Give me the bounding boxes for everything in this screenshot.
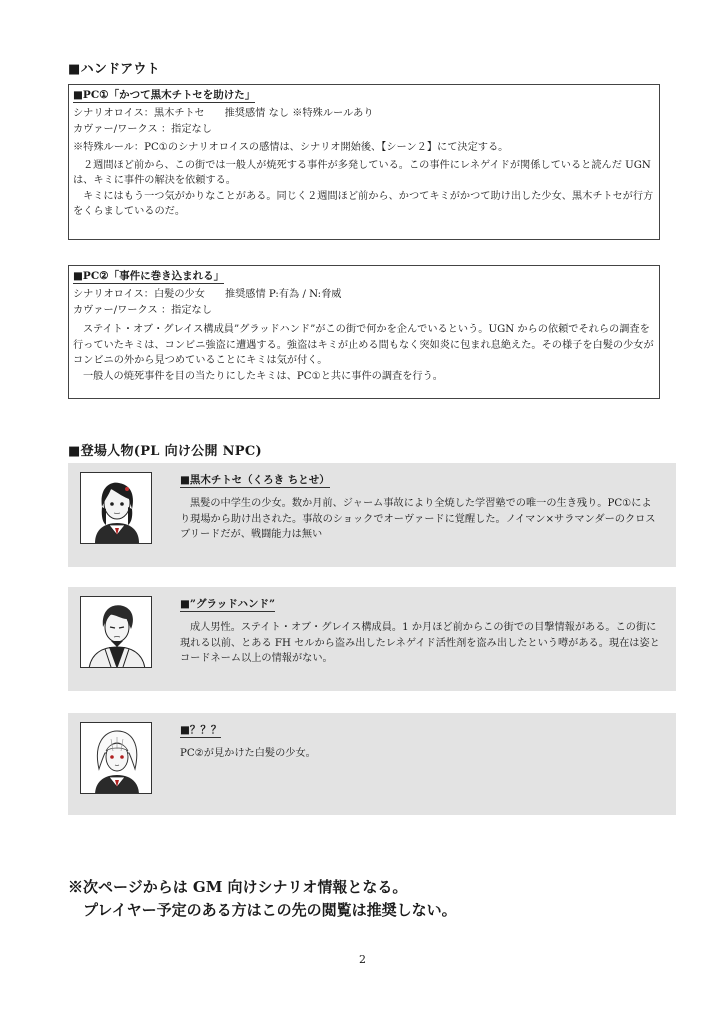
pc2-emotion: 推奨感情 P:有為 / N:脅威 xyxy=(224,289,342,300)
gm-warning xyxy=(68,876,457,922)
npc-card-gladhand xyxy=(68,587,676,691)
pc1-body-1: ２週間ほど前から、この街では一般人が焼死する事件が多発している。この事件にレネゲイドが関係していると読んだ UGN は、キミに事件の解決を依頼する。 xyxy=(73,159,651,186)
pc1-body-2: キミにはもう一つ気がかりなことがある。同じく２週間ほど前から、かつてキミがかつて助け出した少女、黒木チトセが行方をくらましているのだ。 xyxy=(73,190,654,217)
npc-card-kuroki xyxy=(68,463,676,567)
pc2-body-1: ステイト・オブ・グレイス構成員”グラッドハンド”がこの街で何かを企んでいるという。UGN からの依頼でそれらの調査を行っていたキミは、コンビニ強盗に遭遇する。強盗はキミが止める間もなく突如炎に包まれ息絶えた。その様子を白髪の少女がコンビニの外から見つめていることにキミは気が付く。 xyxy=(73,324,654,366)
npc-card-unknown xyxy=(68,713,676,815)
npc-desc-unknown: PC②が見かけた白髪の少女。 xyxy=(180,748,316,759)
npc-name-unknown: ■？？？ xyxy=(180,724,222,736)
pc1-lois: シナリオロイス：黒木チトセ xyxy=(73,108,205,119)
pc1-lois-row xyxy=(73,106,655,122)
npc-portrait-unknown xyxy=(80,722,152,794)
npc-desc-kuroki: 黒髪の中学生の少女。数か月前、ジャーム事故により全焼した学習塾での唯一の生き残り。PC①により現場から助け出された。事故のショックでオーヴァードに覚醒した。ノイマン×サラマンダーのクロスブリードだが、戦闘能力は無い xyxy=(180,498,656,540)
npc-desc-gladhand: 成人男性。ステイト・オブ・グレイス構成員。1 か月ほど前からこの街での目撃情報がある。この街に現れる以前、とある FH セルから盗み出したレネゲイド活性剤を盗み出したという噂がある。現在は姿とコードネーム以上の情報がない。 xyxy=(180,622,660,664)
npc-name-gladhand: ■”グラッドハンド” xyxy=(180,598,276,610)
pc2-lois: シナリオロイス：白髪の少女 xyxy=(73,289,205,300)
npc-portrait-gladhand xyxy=(80,596,152,668)
pc2-body-2: 一般人の焼死事件を目の当たりにしたキミは、PC①と共に事件の調査を行う。 xyxy=(83,370,443,382)
page-number: 2 xyxy=(359,953,366,966)
characters-heading: ■登場人物(PL 向け公開 NPC) xyxy=(68,444,262,459)
pc1-title: ■PC①「かつて黒木チトセを助けた」 xyxy=(73,89,256,101)
handout-heading: ■ハンドアウト xyxy=(68,62,160,77)
gm-warning-line-1: ※次ページからは GM 向けシナリオ情報となる。 xyxy=(68,878,408,896)
pc1-handout-box xyxy=(68,84,660,240)
pc2-title: ■PC②「事件に巻き込まれる」 xyxy=(73,270,225,282)
pc2-cover: カヴァー/ワークス ：指定なし xyxy=(73,304,212,316)
npc-name-kuroki: ■黒木チトセ（くろき ちとせ） xyxy=(180,474,330,486)
gm-warning-line-2: プレイヤー予定のある方はこの先の閲覧は推奨しない。 xyxy=(83,901,457,919)
npc-portrait-kuroki xyxy=(80,472,152,544)
pc1-cover: カヴァー/ワークス ：指定なし xyxy=(73,123,212,135)
pc1-emotion: 推奨感情 なし ※特殊ルールあり xyxy=(224,108,374,119)
pc2-handout-box xyxy=(68,265,660,399)
pc1-special-rule: ※特殊ルール：PC①のシナリオロイスの感情は、シナリオ開始後、【シーン２】にて決定する。 xyxy=(73,142,509,153)
pc2-lois-row xyxy=(73,287,655,303)
